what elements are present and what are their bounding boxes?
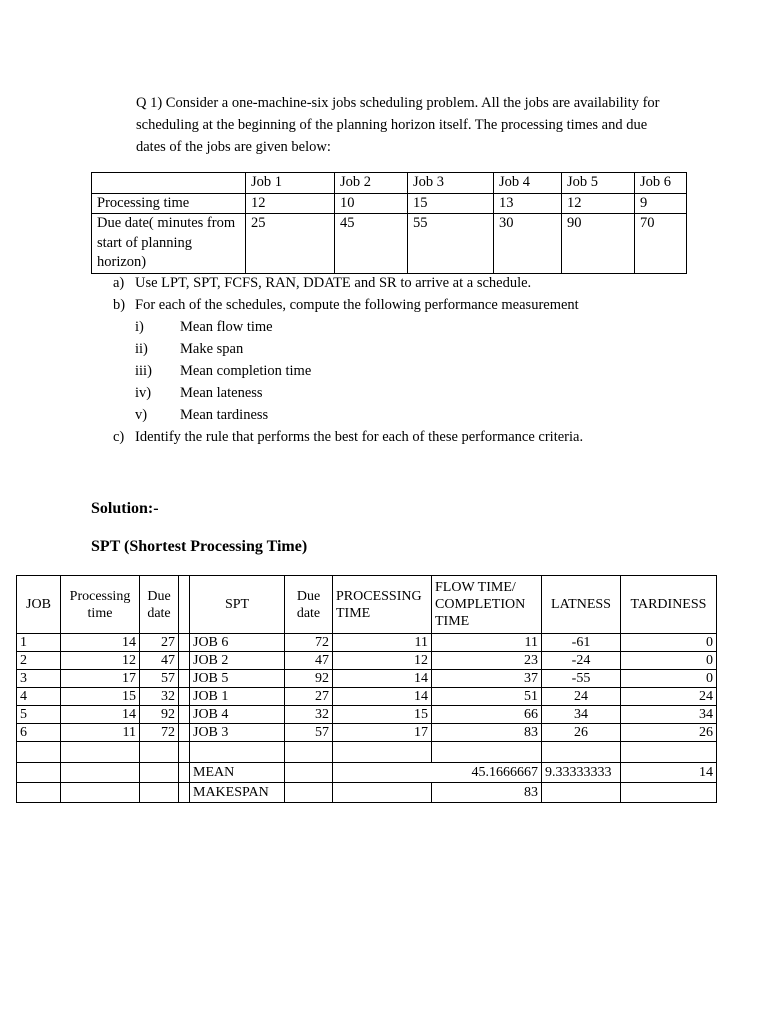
makespan-label: MAKESPAN bbox=[190, 783, 285, 803]
table-cell: 27 bbox=[140, 634, 179, 652]
list-text: Mean lateness bbox=[180, 385, 263, 401]
table-cell: Job 3 bbox=[408, 173, 494, 194]
spacer-cell bbox=[179, 783, 190, 803]
table-cell bbox=[542, 783, 621, 803]
table-cell: 34 bbox=[542, 706, 621, 724]
table-cell: 11 bbox=[432, 634, 542, 652]
table-cell bbox=[621, 742, 717, 763]
spacer-cell bbox=[179, 652, 190, 670]
spacer-cell bbox=[179, 706, 190, 724]
table-cell: 5 bbox=[17, 706, 61, 724]
table-cell: 26 bbox=[542, 724, 621, 742]
table-cell: 47 bbox=[140, 652, 179, 670]
task-list bbox=[113, 272, 673, 448]
due-date-row bbox=[92, 214, 687, 274]
table-cell: JOB 6 bbox=[190, 634, 285, 652]
table-cell: 15 bbox=[61, 688, 140, 706]
table-cell: 3 bbox=[17, 670, 61, 688]
header-spt: SPT bbox=[190, 576, 285, 634]
table-cell: 66 bbox=[432, 706, 542, 724]
table-row bbox=[17, 706, 717, 724]
table-cell bbox=[140, 742, 179, 763]
list-text: Use LPT, SPT, FCFS, RAN, DDATE and SR to arrive at a schedule. bbox=[135, 275, 532, 291]
table-cell: 13 bbox=[494, 193, 562, 214]
spacer-cell bbox=[179, 576, 190, 634]
header-processing: Processing time bbox=[61, 576, 140, 634]
header-tardiness: TARDINESS bbox=[621, 576, 717, 634]
table-cell bbox=[61, 763, 140, 783]
list-item bbox=[113, 272, 673, 294]
spt-heading: SPT (Shortest Processing Time) bbox=[91, 538, 308, 555]
list-item bbox=[113, 426, 673, 448]
table-cell bbox=[92, 173, 246, 194]
table-cell: 12 bbox=[333, 652, 432, 670]
table-cell: 47 bbox=[285, 652, 333, 670]
table-cell bbox=[333, 783, 432, 803]
table-cell: 72 bbox=[140, 724, 179, 742]
list-item bbox=[113, 294, 673, 316]
list-text: Mean completion time bbox=[180, 363, 312, 379]
table-cell: 30 bbox=[494, 214, 562, 274]
header-due2: Due date bbox=[285, 576, 333, 634]
header-due: Due date bbox=[140, 576, 179, 634]
table-cell: 92 bbox=[140, 706, 179, 724]
table-cell: Job 1 bbox=[246, 173, 335, 194]
table-row bbox=[17, 688, 717, 706]
list-marker: c) bbox=[113, 429, 125, 445]
table-cell: 9 bbox=[635, 193, 687, 214]
header-flow: FLOW TIME/ COMPLETION TIME bbox=[432, 576, 542, 634]
list-marker: b) bbox=[113, 297, 126, 313]
spacer-cell bbox=[179, 634, 190, 652]
list-item bbox=[113, 338, 673, 360]
list-marker: v) bbox=[135, 407, 148, 423]
table-cell: 26 bbox=[621, 724, 717, 742]
spt-schedule-table bbox=[16, 575, 717, 803]
table-cell: 37 bbox=[432, 670, 542, 688]
list-text: Make span bbox=[180, 341, 244, 357]
table-cell: 12 bbox=[61, 652, 140, 670]
table-cell: 17 bbox=[61, 670, 140, 688]
table-cell bbox=[190, 742, 285, 763]
table-cell: 0 bbox=[621, 634, 717, 652]
table-cell: JOB 1 bbox=[190, 688, 285, 706]
table-cell bbox=[140, 783, 179, 803]
list-item bbox=[113, 316, 673, 338]
list-text: Identify the rule that performs the best for each of these performance criteria. bbox=[135, 429, 584, 445]
table-cell: 24 bbox=[621, 688, 717, 706]
table-cell: 90 bbox=[562, 214, 635, 274]
table-cell: JOB 4 bbox=[190, 706, 285, 724]
table-cell: 34 bbox=[621, 706, 717, 724]
table-cell: -24 bbox=[542, 652, 621, 670]
table-cell: 92 bbox=[285, 670, 333, 688]
spacer-cell bbox=[179, 724, 190, 742]
list-marker: iv) bbox=[135, 385, 152, 401]
mean-label: MEAN bbox=[190, 763, 285, 783]
job-data-table bbox=[91, 172, 687, 274]
table-cell bbox=[285, 763, 333, 783]
table-cell: 14 bbox=[333, 688, 432, 706]
table-cell: 0 bbox=[621, 670, 717, 688]
table-cell: 24 bbox=[542, 688, 621, 706]
header-job: JOB bbox=[17, 576, 61, 634]
table-cell: 17 bbox=[333, 724, 432, 742]
table-cell: 45 bbox=[335, 214, 408, 274]
table-cell: 12 bbox=[562, 193, 635, 214]
header-lateness: LATNESS bbox=[542, 576, 621, 634]
list-text: For each of the schedules, compute the following performance measurement bbox=[135, 297, 579, 313]
table-cell: 32 bbox=[140, 688, 179, 706]
table-cell: 11 bbox=[61, 724, 140, 742]
list-marker: a) bbox=[113, 275, 125, 291]
table-cell: Job 2 bbox=[335, 173, 408, 194]
makespan-value: 83 bbox=[432, 783, 542, 803]
table-cell: 15 bbox=[408, 193, 494, 214]
table-cell: -55 bbox=[542, 670, 621, 688]
table-cell: 55 bbox=[408, 214, 494, 274]
table-cell: 57 bbox=[140, 670, 179, 688]
list-marker: i) bbox=[135, 319, 144, 335]
table-cell: 72 bbox=[285, 634, 333, 652]
table-cell: Job 4 bbox=[494, 173, 562, 194]
table-cell bbox=[542, 742, 621, 763]
table-cell: JOB 5 bbox=[190, 670, 285, 688]
table-cell: 14 bbox=[333, 670, 432, 688]
table-cell: 32 bbox=[285, 706, 333, 724]
list-item bbox=[113, 360, 673, 382]
table-cell bbox=[333, 742, 432, 763]
table-cell bbox=[432, 742, 542, 763]
table-row bbox=[17, 724, 717, 742]
table-cell: Job 6 bbox=[635, 173, 687, 194]
table-row bbox=[17, 670, 717, 688]
table-cell: 11 bbox=[333, 634, 432, 652]
table-cell: 83 bbox=[432, 724, 542, 742]
mean-lateness: 9.33333333 bbox=[542, 763, 621, 783]
table-cell: 0 bbox=[621, 652, 717, 670]
list-text: Mean tardiness bbox=[180, 407, 269, 423]
table-cell: 12 bbox=[246, 193, 335, 214]
table-cell: -61 bbox=[542, 634, 621, 652]
table-cell bbox=[285, 742, 333, 763]
table-cell: 23 bbox=[432, 652, 542, 670]
spacer-cell bbox=[179, 688, 190, 706]
list-item bbox=[113, 404, 673, 426]
table-cell bbox=[621, 783, 717, 803]
table-cell: 2 bbox=[17, 652, 61, 670]
mean-row bbox=[17, 763, 717, 783]
blank-row bbox=[17, 742, 717, 763]
table-cell bbox=[17, 742, 61, 763]
table-cell: 27 bbox=[285, 688, 333, 706]
spacer-cell bbox=[179, 670, 190, 688]
mean-flow-time: 45.1666667 bbox=[333, 763, 542, 783]
mean-tardiness: 14 bbox=[621, 763, 717, 783]
table-cell: 10 bbox=[335, 193, 408, 214]
table-cell: JOB 2 bbox=[190, 652, 285, 670]
table-cell bbox=[17, 783, 61, 803]
processing-time-row bbox=[92, 193, 687, 214]
spacer-cell bbox=[179, 763, 190, 783]
table-row bbox=[17, 652, 717, 670]
header-processing2: PROCESSING TIME bbox=[333, 576, 432, 634]
spacer-cell bbox=[179, 742, 190, 763]
table-row bbox=[17, 634, 717, 652]
table-cell: 70 bbox=[635, 214, 687, 274]
table-cell bbox=[61, 742, 140, 763]
table-cell bbox=[140, 763, 179, 783]
table-cell: 14 bbox=[61, 706, 140, 724]
table-cell: Job 5 bbox=[562, 173, 635, 194]
table-cell: 6 bbox=[17, 724, 61, 742]
list-item bbox=[113, 382, 673, 404]
table-cell: 14 bbox=[61, 634, 140, 652]
job-header-row bbox=[92, 173, 687, 194]
table-cell: 57 bbox=[285, 724, 333, 742]
table-cell: 15 bbox=[333, 706, 432, 724]
table-cell: 51 bbox=[432, 688, 542, 706]
spt-header-row bbox=[17, 576, 717, 634]
list-marker: iii) bbox=[135, 363, 152, 379]
table-cell bbox=[17, 763, 61, 783]
list-text: Mean flow time bbox=[180, 319, 273, 335]
table-cell: JOB 3 bbox=[190, 724, 285, 742]
makespan-row bbox=[17, 783, 717, 803]
row-label: Processing time bbox=[92, 193, 246, 214]
list-marker: ii) bbox=[135, 341, 148, 357]
table-cell bbox=[61, 783, 140, 803]
table-cell: 25 bbox=[246, 214, 335, 274]
row-label: Due date( minutes from start of planning horizon) bbox=[92, 214, 246, 274]
solution-heading: Solution:- bbox=[91, 500, 159, 517]
table-cell: 1 bbox=[17, 634, 61, 652]
table-cell bbox=[285, 783, 333, 803]
table-cell: 4 bbox=[17, 688, 61, 706]
question-text: Q 1) Consider a one-machine-six jobs scheduling problem. All the jobs are availability for scheduling at the beginning of the planning horizon itself. The processing times and due dates of the jobs are given below: bbox=[136, 95, 660, 155]
